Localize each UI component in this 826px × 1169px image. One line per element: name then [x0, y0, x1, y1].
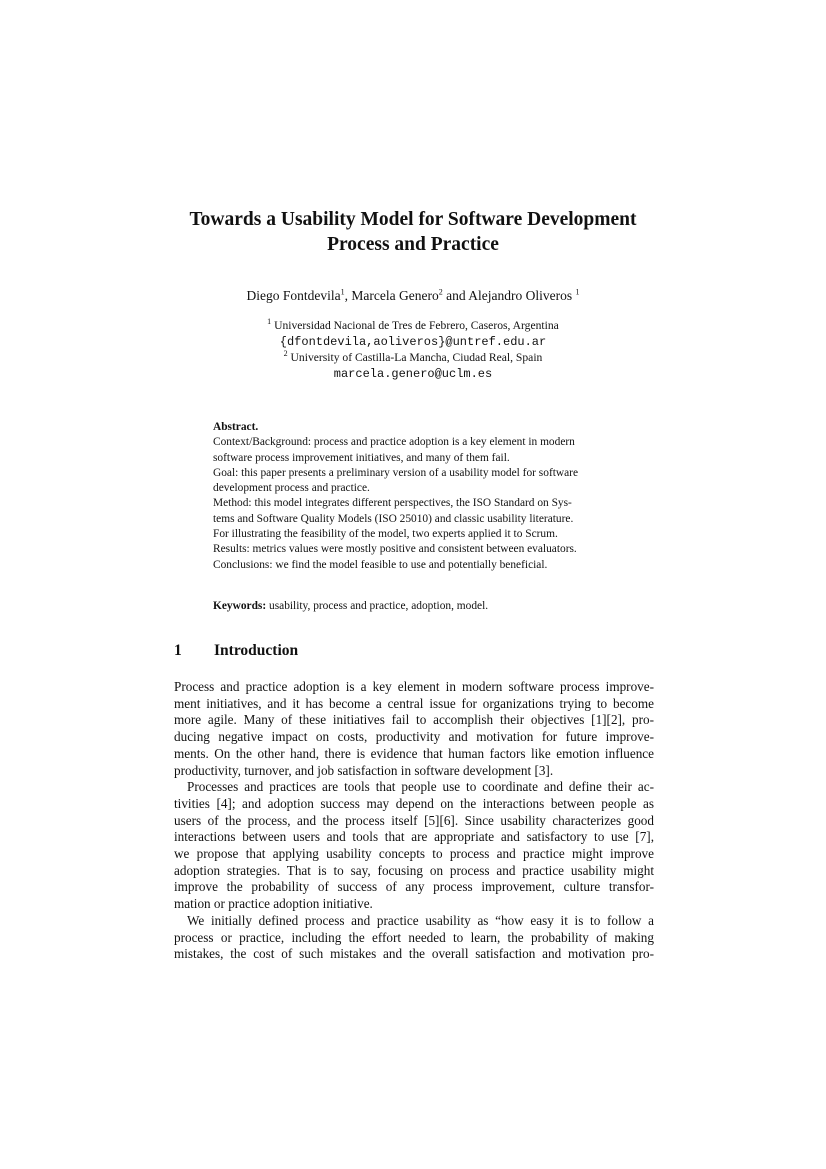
body-line: users of the process, and the process itself [5][6]. Since usability characterizes good — [174, 812, 654, 828]
author-fontdevila: Diego Fontdevila — [246, 288, 341, 303]
affiliation-2-marker: 2 — [283, 349, 288, 359]
affiliation-1 — [120, 318, 706, 334]
paper-title — [120, 207, 706, 257]
body-line: productivity, turnover, and job satisfaction in software development [3]. — [174, 762, 554, 778]
abstract-line: For illustrating the feasibility of the model, two experts applied it to Scrum. — [213, 528, 558, 541]
keywords — [213, 599, 623, 614]
author-separator: , — [344, 288, 352, 303]
body-line: adoption strategies. That is to say, focusing on process and practice usability might — [174, 862, 654, 878]
abstract-line: Context/Background: process and practice adoption is a key element in modern — [213, 436, 575, 449]
affiliations — [120, 318, 706, 382]
body-line: improve the probability of success of any process improvement, culture transfor- — [174, 879, 654, 895]
author-and: and — [442, 288, 469, 303]
abstract-heading: Abstract. — [213, 421, 259, 433]
affiliation-1-email: {dfontdevila,aoliveros}@untref.edu.ar — [279, 335, 547, 349]
keywords-label: Keywords: — [213, 600, 267, 612]
section-heading-introduction — [174, 641, 298, 661]
body-line: interactions between users and tools that are appropriate and satisfactory to use [7], — [174, 829, 654, 845]
body-line: we propose that applying usability concepts to process and practice might improve — [174, 846, 654, 862]
author-fontdevila-affil: 1 — [340, 287, 345, 297]
abstract-line: Goal: this paper presents a preliminary version of a usability model for software — [213, 466, 579, 479]
abstract — [213, 420, 613, 573]
author-genero: Marcela Genero — [351, 288, 439, 303]
abstract-line: Conclusions: we find the model feasible to use and potentially beneficial. — [213, 558, 548, 571]
author-oliveros: Alejandro Oliveros — [468, 288, 576, 303]
body-line: mistakes, the cost of such mistakes and the overall satisfaction and motivation pro- — [174, 946, 654, 962]
section-number: 1 — [174, 642, 182, 659]
body-line: ments. On the other hand, there is evidence that human factors like emotion influence — [174, 745, 654, 761]
body-line: ducing negative impact on costs, productivity and motivation for future improve- — [174, 729, 654, 745]
abstract-line: Results: metrics values were mostly positive and consistent between evaluators. — [213, 543, 577, 556]
author-oliveros-affil: 1 — [575, 287, 580, 297]
affiliation-1-marker: 1 — [267, 317, 272, 327]
author-genero-affil: 2 — [438, 287, 443, 297]
body-line: ment initiatives, and it has become a central issue for organizations trying to become — [174, 695, 654, 711]
abstract-line: tems and Software Quality Models (ISO 25010) and classic usability literature. — [213, 512, 574, 525]
affiliation-2 — [120, 350, 706, 366]
body-line: process or practice, including the effort needed to learn, the probability of making — [174, 929, 654, 945]
abstract-line: software process improvement initiatives, and many of them fail. — [213, 451, 510, 464]
body-line: more agile. Many of these initiatives fail to accomplish their objectives [1][2], pro- — [174, 712, 654, 728]
affiliation-2-email: marcela.genero@uclm.es — [333, 367, 493, 381]
body-text — [174, 679, 654, 963]
abstract-line: Method: this model integrates different perspectives, the ISO Standard on Sys- — [213, 497, 572, 510]
author-list — [120, 287, 706, 305]
keywords-text: usability, process and practice, adoption, model. — [266, 600, 489, 612]
abstract-line: development process and practice. — [213, 482, 370, 495]
affiliation-1-text: Universidad Nacional de Tres de Febrero, Caseros, Argentina — [271, 319, 559, 332]
body-line: mation or practice adoption initiative. — [174, 896, 373, 912]
title-line-1: Towards a Usability Model for Software Development — [189, 209, 637, 230]
body-line: tivities [4]; and adoption success may depend on the interactions between people as — [174, 795, 654, 811]
affiliation-2-text: University of Castilla-La Mancha, Ciudad Real, Spain — [287, 351, 543, 364]
section-title: Introduction — [214, 642, 299, 659]
body-line: Process and practice adoption is a key element in modern software process improve- — [174, 679, 654, 694]
body-line: We initially defined process and practice usability as “how easy it is to follow a — [187, 912, 654, 928]
title-line-2: Process and Practice — [327, 234, 499, 255]
body-line: Processes and practices are tools that people use to coordinate and define their ac- — [187, 779, 654, 795]
